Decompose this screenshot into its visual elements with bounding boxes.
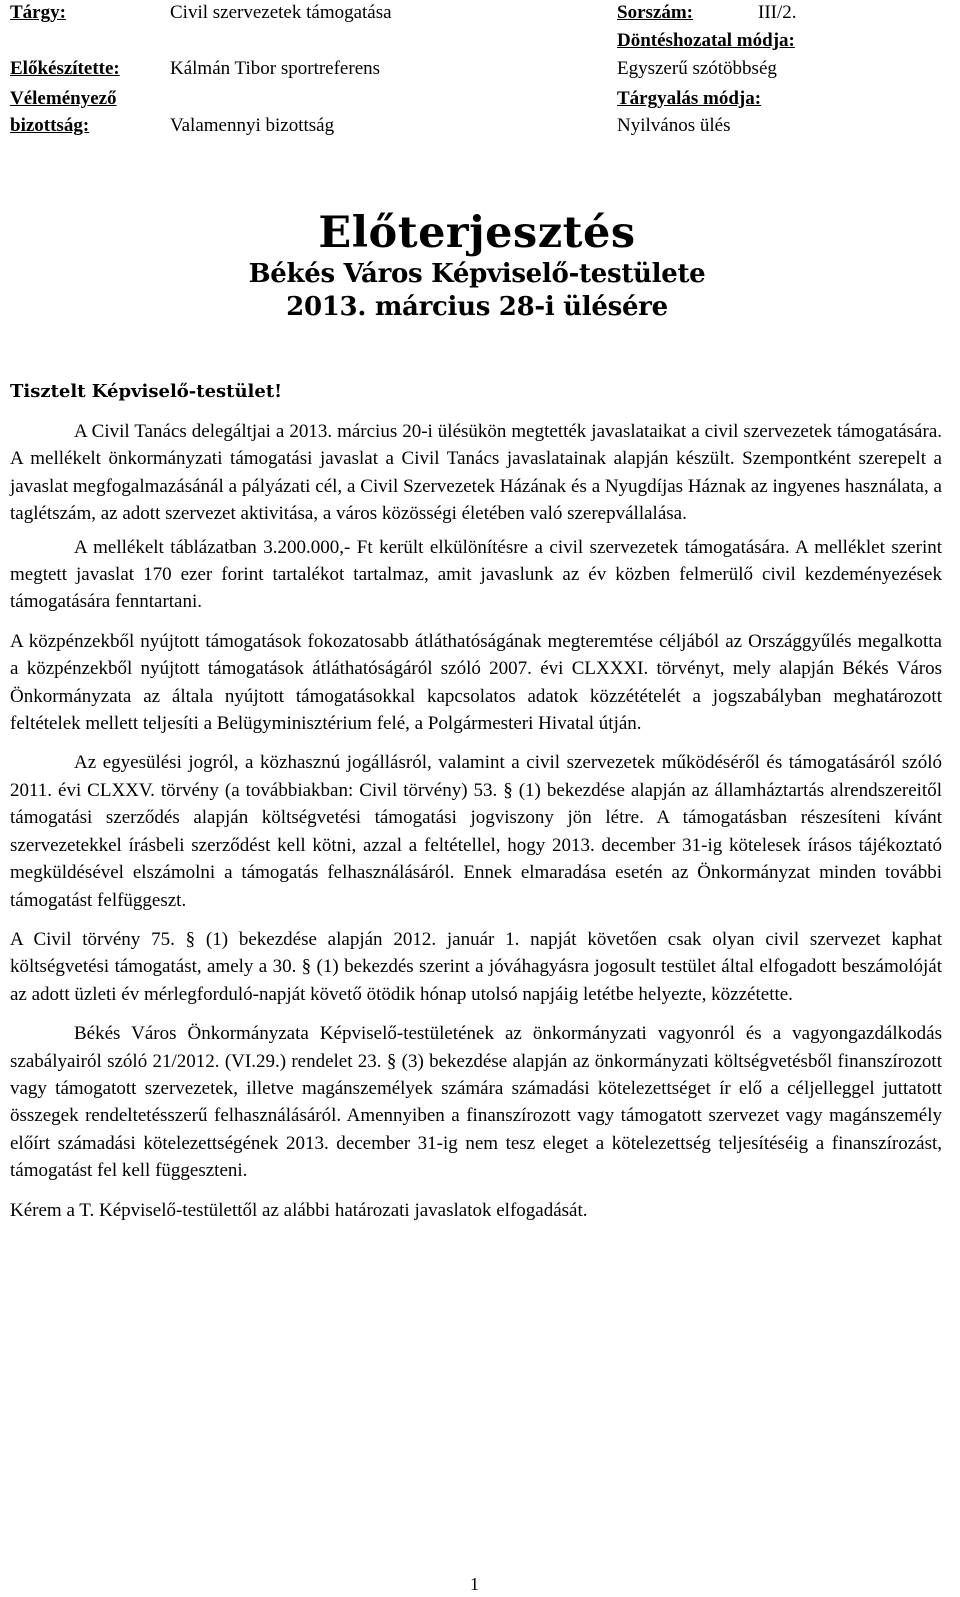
subject-value: Civil szervezetek támogatása <box>170 2 392 23</box>
paragraph-1: A Civil Tanács delegáltjai a 2013. március 20-i ülésükön megtették javaslataikat a civil szervezetek támogatására. A mellékelt önkormányzati támogatási javaslat a Civil Tanács javaslatainak alapján készült. Szempontként szerepelt a javaslat megfogalmazásánál a pályázati cél, a Civil Szervezetek Házának és a Nyugdíjas Háznak az ingyenes használata, a taglétszám, az adott szervezet aktivitása, a város közösségi életében való szerepvállalása. <box>10 421 942 525</box>
decision-label: Döntéshozatal módja: <box>617 30 795 51</box>
document-title: Előterjesztés <box>318 208 636 258</box>
committee-label-line2: bizottság: <box>10 115 90 136</box>
paragraph-7: Kérem a T. Képviselő-testülettől az alábbi határozati javaslatok elfogadását. <box>10 1199 588 1221</box>
salutation: Tisztelt Képviselő-testület! <box>10 381 283 402</box>
title-block <box>244 208 710 324</box>
committee-label-line1: Véleményező <box>10 88 117 109</box>
prepared-value: Kálmán Tibor sportreferens <box>170 58 381 79</box>
title-line-date: 2013. március 28-i ülésére <box>286 292 668 322</box>
paragraph-4: Az egyesülési jogról, a közhasznú jogállásról, valamint a civil szervezetek működéséről és támogatásáról szóló 2011. évi CLXXV. törvény (a továbbiakban: Civil törvény) 53. § (1) bekezdése alapján az államháztartás alrendszereitől támogatási szerződés alapján költségvetési támogatási jogviszony jön létre. A támogatásban részesíteni kívánt szervezetekkel írásbeli szerződést kell kötni, azzal a feltétellel, hogy 2013. december 31-ig kötelesek írásos tájékoztató megküldésével elszámolni a támogatás felhasználásáról. Ennek elmaradása esetén az Önkormányzat minden további támogatást felfüggeszt. <box>10 752 942 911</box>
hearing-value: Nyilvános ülés <box>617 115 731 136</box>
hearing-label: Tárgyalás módja: <box>617 88 762 109</box>
prepared-label: Előkészítette: <box>10 58 120 79</box>
paragraph-2: A mellékelt táblázatban 3.200.000,- Ft került elkülönítésre a civil szervezetek támogatására. A melléklet szerint megtett javaslat 170 ezer forint tartalékot tartalmaz, amit javaslunk az év közben felmerülő civil kezdeményezések támogatására fenntartani. <box>10 536 942 613</box>
decision-value: Egyszerű szótöbbség <box>617 58 777 79</box>
paragraph-3: A közpénzekből nyújtott támogatások fokozatosabb átláthatóságának megteremtése céljából az Országgyűlés megalkotta a közpénzekből nyújtott támogatások átláthatóságáról szóló 2007. évi CLXXXI. törvényt, mely alapján Békés Város Önkormányzata az általa nyújtott támogatásokkal kapcsolatos adatok közzétételét a jogszabályban meghatározott feltételek mellett teljesíti a Belügyminisztérium felé, a Polgármesteri Hivatal útján. <box>10 630 942 735</box>
document-body <box>10 418 942 1230</box>
page-number: 1 <box>470 1574 479 1594</box>
paragraph-5: A Civil törvény 75. § (1) bekezdése alapján 2012. január 1. napját követően csak olyan civil szervezet kaphat költségvetési támogatást, amely a 30. § (1) bekezdés szerint a jóváhagyásra jogosult testület által elfogadott beszámolóját az adott üzleti év mérlegforduló-napját követő ötödik hónap utolsó napjáig letétbe helyezte, közzétette. <box>10 928 942 1005</box>
title-line-council: Békés Város Képviselő-testülete <box>248 259 706 289</box>
committee-value: Valamennyi bizottság <box>170 115 335 136</box>
subject-label: Tárgy: <box>10 2 66 23</box>
serial-label: Sorszám: <box>617 2 693 23</box>
serial-value: III/2. <box>758 2 797 23</box>
paragraph-6: Békés Város Önkormányzata Képviselő-testületének az önkormányzati vagyonról és a vagyongazdálkodás szabályairól szóló 21/2012. (VI.29.) rendelet 23. § (3) bekezdése alapján az önkormányzati költségvetésből finanszírozott vagy támogatott szervezetek, illetve magánszemélyek számára számadási kötelezettséget ír elő a céljelleggel juttatott összegek rendeltetésszerű felhasználásáról. Amennyiben a finanszírozott vagy támogatott szervezet vagy magánszemély előírt számadási kötelezettségének 2013. december 31-ig nem tesz eleget a kötelezettség teljesítéséig a finanszírozást, támogatást fel kell függeszteni. <box>10 1023 942 1182</box>
